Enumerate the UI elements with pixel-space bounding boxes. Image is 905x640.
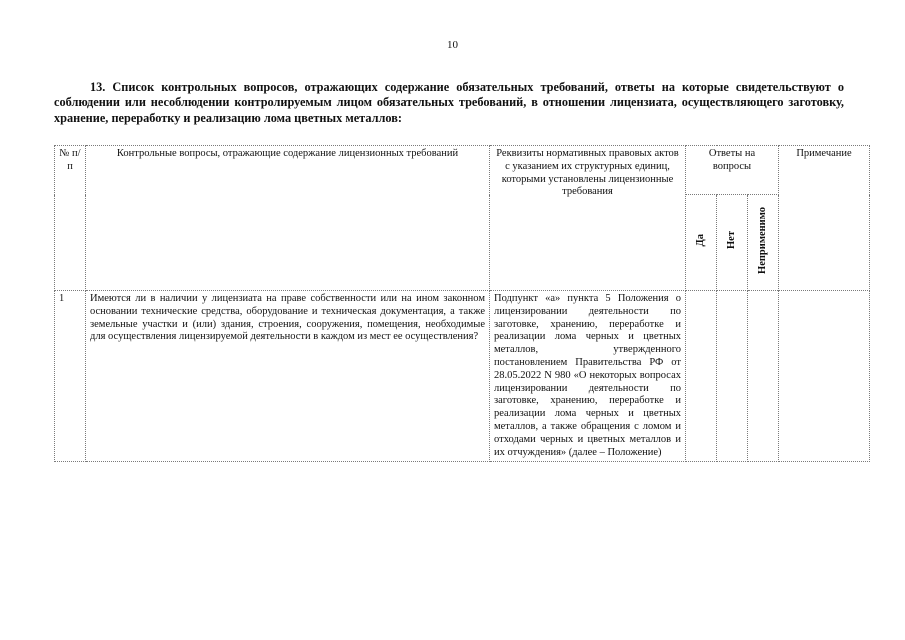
header-yes: Да <box>694 233 706 247</box>
requirements-table <box>54 145 870 462</box>
header-no: Нет <box>725 231 737 250</box>
header-note: Примечание <box>779 146 870 291</box>
header-not-applicable-cell <box>748 195 779 291</box>
row-number: 1 <box>55 291 86 462</box>
header-not-applicable: Неприменимо <box>756 206 768 274</box>
header-yes-cell <box>686 195 717 291</box>
header-requisites: Реквизиты нормативных правовых актов с указанием их структурных единиц, которыми установлены лицензионные требования <box>490 146 686 291</box>
table-header-row <box>55 146 870 195</box>
header-questions: Контрольные вопросы, отражающие содержание лицензионных требований <box>86 146 490 291</box>
page-number: 10 <box>447 39 458 51</box>
header-no-cell <box>717 195 748 291</box>
row-requisites: Подпункт «а» пункта 5 Положения о лицензировании деятельности по заготовке, хранению, переработке и реализации лома черных и цветных металлов, утвержденного постановлением Правительства РФ от 28.05.2022 N 980 «О некоторых вопросах лицензировании деятельности по заготовке, хранению, переработке и реализации лома черных и цветных металлов, а также обращения с ломом и отходами черных и цветных металлов и их отчуждения» (далее – Положение) <box>490 291 686 462</box>
row-note[interactable] <box>779 291 870 462</box>
table-row <box>55 291 870 462</box>
section-heading: 13. Список контрольных вопросов, отражающих содержание обязательных требований, ответы на которые свидетельствуют о соблюдении или несоблюдении контролируемым лицом обязательных требований, в отношении лицензиата, осуществляющего заготовку, хранение, переработку и реализацию лома цветных металлов: <box>54 80 844 125</box>
header-number: № п/п <box>55 146 86 291</box>
row-question: Имеются ли в наличии у лицензиата на праве собственности или на ином законном основании технические средства, оборудование и техническая документация, а также земельные участки и (или) здания, строения, сооружения, помещения, необходимые для осуществления лицензируемой деятельности в каждом из мест ее осуществления? <box>86 291 490 462</box>
row-answer-not-applicable[interactable] <box>748 291 779 462</box>
header-answers: Ответы на вопросы <box>686 146 779 195</box>
row-answer-no[interactable] <box>717 291 748 462</box>
row-answer-yes[interactable] <box>686 291 717 462</box>
